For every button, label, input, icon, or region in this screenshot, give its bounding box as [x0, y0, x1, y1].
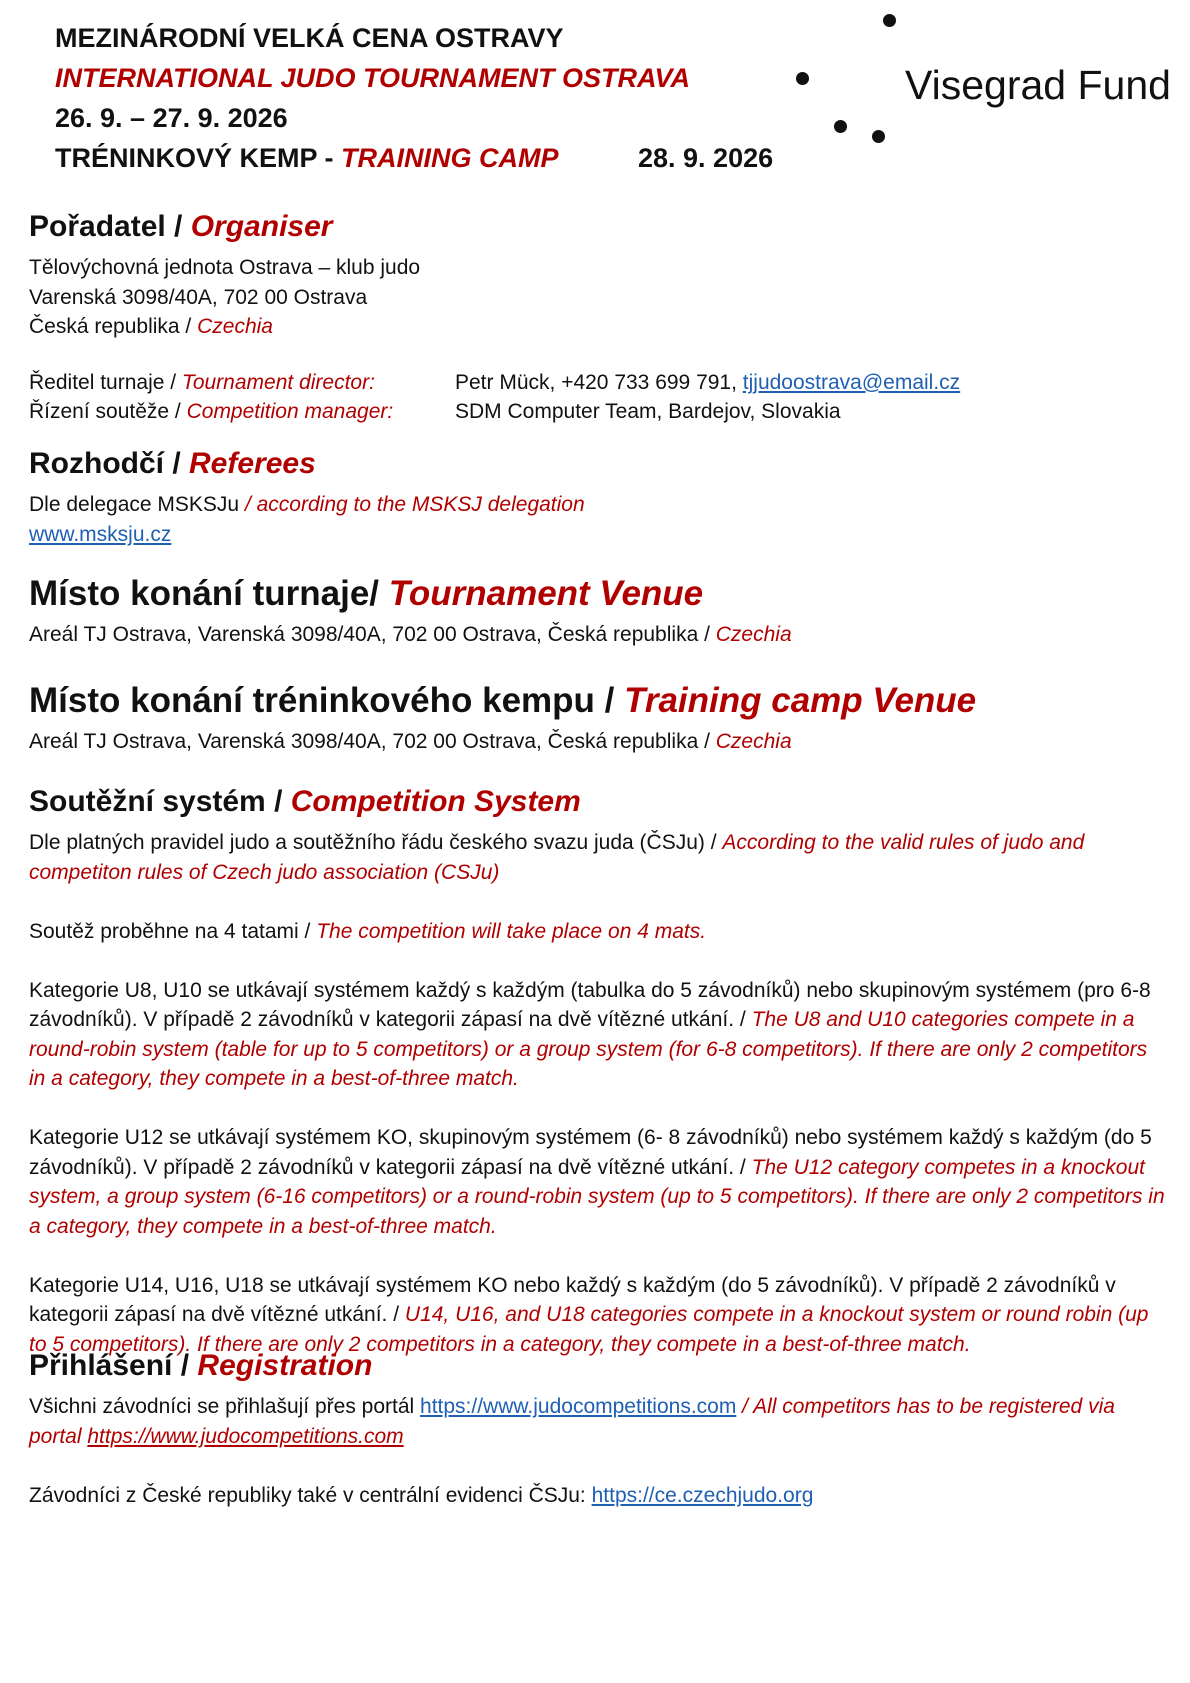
camp-line	[55, 138, 690, 178]
title-cz: MEZINÁRODNÍ VELKÁ CENA OSTRAVY	[55, 23, 564, 53]
logo-dot	[883, 14, 896, 27]
logo-dot	[872, 130, 885, 143]
organiser-line1: Tělovýchovná jednota Ostrava – klub judo	[29, 256, 421, 279]
czechjudo-link[interactable]: https://ce.czechjudo.org	[591, 1483, 814, 1507]
system-heading: Soutěžní systém / Competition System	[29, 785, 581, 818]
organiser-address	[29, 253, 1169, 342]
camp-en: TRAINING CAMP	[341, 143, 559, 173]
judocompetitions-link-en[interactable]: https://www.judocompetitions.com	[87, 1424, 404, 1448]
msksju-link[interactable]: www.msksju.cz	[29, 522, 172, 546]
system-p1: Dle platných pravidel judo a soutěžního řádu českého svazu juda (ČSJu) / According to the valid rules of judo and competiton rules of Czech judo association (CSJu)	[29, 831, 1085, 884]
visegrad-fund-logo	[850, 10, 1170, 160]
tournament-dates: 26. 9. – 27. 9. 2026	[55, 103, 288, 133]
system-p3: Kategorie U8, U10 se utkávají systémem každý s každým (tabulka do 5 závodníků) nebo skupinovým systémem (pro 6-8 závodníků). V případě 2 závodníků v kategorii zápasí na dvě vítězné utkání. / The U8 and U10 categories compete in a round-robin system (table for up to 5 competitors) or a group system (for 6-8 competitors). If there are only 2 competitors in a category, they compete in a best-of-three match.	[29, 978, 1151, 1090]
camp-cz: TRÉNINKOVÝ KEMP -	[55, 143, 342, 173]
venue-text: Areál TJ Ostrava, Varenská 3098/40A, 702 00 Ostrava, Česká republika / Czechia	[29, 623, 792, 646]
registration-p2: Závodníci z České republiky také v centrální evidenci ČSJu: https://ce.czechjudo.org	[29, 1483, 814, 1507]
venue-section	[29, 570, 1169, 650]
document-header	[55, 18, 774, 178]
organiser-line2: Varenská 3098/40A, 702 00 Ostrava	[29, 285, 368, 309]
manager-value: SDM Computer Team, Bardejov, Slovakia	[455, 400, 841, 423]
judocompetitions-link[interactable]: https://www.judocompetitions.com	[420, 1395, 737, 1418]
system-section	[29, 780, 1169, 1359]
logo-text: Visegrad Fund	[905, 62, 1171, 108]
camp-date: 28. 9. 2026	[638, 143, 774, 173]
director-row: Ředitel turnaje / Tournament director: Petr Mück, +420 733 699 791, tjjudoostrava@email.cz	[29, 368, 1169, 398]
director-value: Petr Mück, +420 733 699 791, tjjudoostrava@email.cz	[455, 370, 961, 394]
logo-dot	[834, 120, 847, 133]
referees-section	[29, 442, 1169, 549]
camp-venue-text: Areál TJ Ostrava, Varenská 3098/40A, 702 00 Ostrava, Česká republika / Czechia	[29, 730, 792, 753]
organiser-heading: Pořadatel / Organiser	[29, 210, 333, 243]
logo-dot	[796, 72, 809, 85]
registration-section	[29, 1344, 1169, 1510]
title-en: INTERNATIONAL JUDO TOURNAMENT OSTRAVA	[55, 63, 691, 93]
organiser-contacts	[29, 368, 1169, 427]
organiser-section	[29, 205, 1169, 427]
referees-link-line	[29, 520, 1169, 550]
system-p2: Soutěž proběhne na 4 tatami / The competition will take place on 4 mats.	[29, 919, 707, 943]
referees-heading: Rozhodčí / Referees	[29, 447, 316, 480]
camp-venue-section	[29, 677, 1169, 757]
referees-text: Dle delegace MSKSJu / according to the MSKSJ delegation	[29, 493, 585, 516]
venue-heading: Místo konání turnaje/ Tournament Venue	[29, 574, 704, 613]
camp-venue-heading: Místo konání tréninkového kempu / Training camp Venue	[29, 681, 977, 720]
organiser-line3: Česká republika / Czechia	[29, 315, 273, 338]
director-email-link[interactable]: tjjudoostrava@email.cz	[742, 370, 961, 394]
system-p5: Kategorie U14, U16, U18 se utkávají systémem KO nebo každý s každým (do 5 závodníků). V případě 2 závodníků v kategorii zápasí na dvě vítězné utkání. / U14, U16, and U18 categories compete in a knockout system or round robin (up to 5 competitors). If there are only 2 competitors in a category, they compete in a best-of-three match.	[29, 1273, 1149, 1356]
registration-p1: Všichni závodníci se přihlašují přes portál https://www.judocompetitions.com / All competitors has to be registered via portal https://www.judocompetitions.com	[29, 1395, 1115, 1448]
manager-row: Řízení soutěže / Competition manager: SDM Computer Team, Bardejov, Slovakia	[29, 397, 1169, 427]
registration-heading: Přihlášení / Registration	[29, 1349, 373, 1382]
system-p4: Kategorie U12 se utkávají systémem KO, skupinovým systémem (6- 8 závodníků) nebo systémem každý s každým (do 5 závodníků). V případě 2 závodníků v kategorii zápasí na dvě vítězné utkání. / The U12 category competes in a knockout system, a group system (6-16 competitors) or a round-robin system (up to 5 competitors). If there are only 2 competitors in a category, they compete in a best-of-three match.	[29, 1126, 1165, 1238]
